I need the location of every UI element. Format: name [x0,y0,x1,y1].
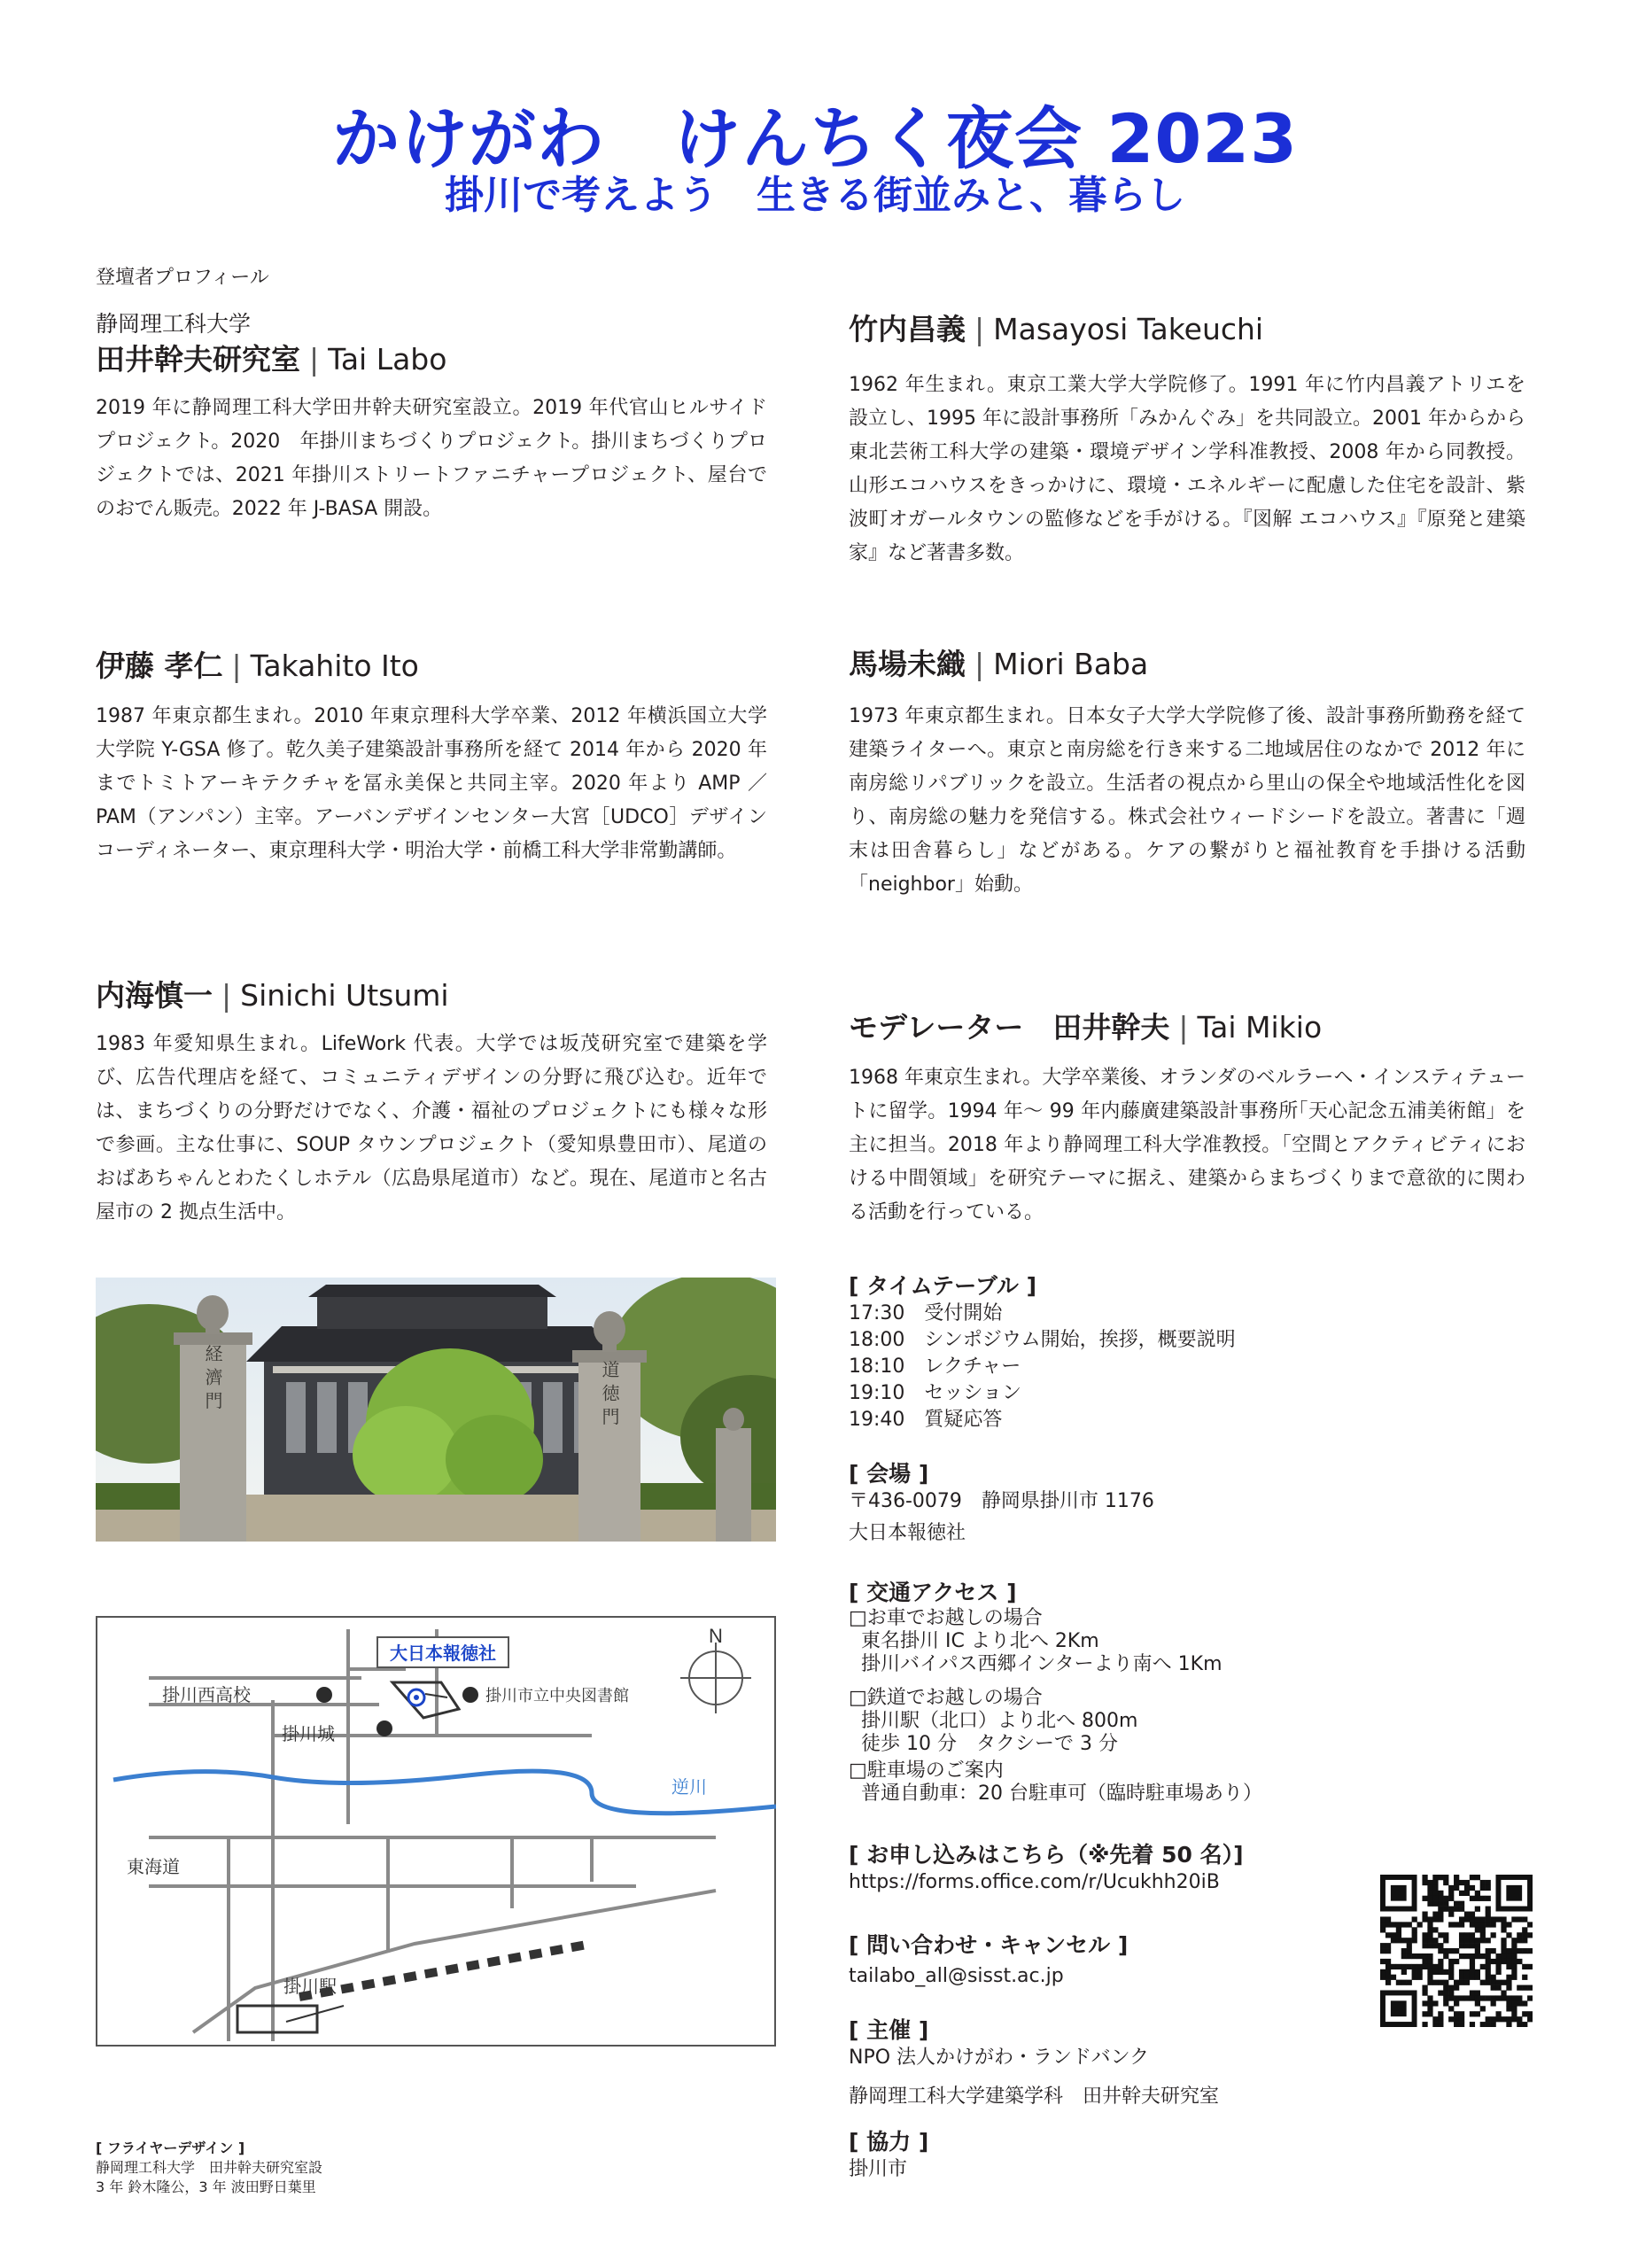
speaker-org: 静岡理工科大学 [96,311,252,337]
speaker-name-jp: 竹内昌義 [849,312,966,346]
apply-section [849,1837,1244,1896]
speaker-bio: 2019 年に静岡理工科大学田井幹夫研究室設立。2019 年代官山ヒルサイドプロジェクト。2020 年掛川まちづくりプロジェクト。掛川まちづくりプロジェクトでは、2021 年掛川ストリートファニチャープロジェクト、屋台でのおでん販売。2022 年 J-BASA 開設。 [96,397,767,520]
organizer-section [849,2013,1219,2110]
access-rail-line: 徒歩 10 分 タクシーで 3 分 [861,1733,1118,1755]
timetable-item: 19:10 セッション [849,1382,1021,1404]
pillar-left-inscription: 経 濟 門 [202,1344,223,1410]
speaker-name [96,973,449,1014]
credits-line: 3 年 鈴木隆公，3 年 波田野日葉里 [96,2179,316,2195]
qr-code[interactable] [1380,1875,1533,2027]
speaker-name-jp: 馬場未織 [849,647,966,681]
name-separator: | [974,647,985,681]
credits-heading: [ フライヤーデザイン ] [96,2140,245,2156]
speaker-name-jp: 田井幹夫研究室 [96,342,300,377]
cooperation-line: 掛川市 [849,2158,908,2180]
access-car-line: 東名掛川 IC より北へ 2Km [861,1630,1099,1652]
cooperation-heading: [ 協力 ] [849,2129,929,2155]
access-car-title: □お車でお越しの場合 [849,1607,1043,1629]
castle-label: 掛川城 [282,1725,335,1744]
speaker-name-en: Tai Labo [328,342,447,377]
speaker-name [96,643,419,685]
venue-photo-image [96,1278,776,1542]
road-label: 東海道 [127,1858,180,1877]
access-parking-title: □駐車場のご案内 [849,1759,1004,1782]
speaker-bio: 1968 年東京生まれ。大学卒業後、オランダのベルラーヘ・インスティテュートに留学。1994 年～ 99 年内藤廣建築設計事務所｢天心記念五浦美術館」を主に担当。2018 年より静岡理工科大学准教授。「空間とアクティビティにおける中間領域」を研究テーマに据え、建築からまちづくりまで意欲的に関わる活動を行っている。 [849,1067,1525,1223]
access-map [96,1616,776,2047]
castle-marker [376,1720,392,1736]
speaker-name [849,1005,1322,1046]
name-separator: | [309,342,320,377]
organizer-heading: [ 主催 ] [849,2017,929,2043]
speaker-name-en: Masayosi Takeuchi [993,312,1264,346]
organizer-line: 静岡理工科大学建築学科 田井幹夫研究室 [849,2085,1220,2108]
venue-label: 大日本報徳社 [390,1644,496,1664]
access-rail-line: 掛川駅（北口）より北へ 800m [861,1710,1138,1732]
access-car-line: 掛川バイパス西郷インターより南へ 1Km [861,1653,1222,1675]
venue-heading: [ 会場 ] [849,1461,929,1487]
poster-subtitle: 掛川で考えよう 生きる街並みと、暮らし [445,173,1185,218]
speaker-name [849,641,1148,683]
speaker-name [849,307,1263,348]
apply-url[interactable]: https://forms.office.com/r/Ucukhh20iB [849,1871,1220,1893]
name-separator: | [974,312,985,346]
pillar-right-inscription: 道 徳 門 [599,1360,620,1425]
library-label: 掛川市立中央図書館 [485,1687,629,1705]
qr-code-image [1380,1875,1533,2027]
speaker-bio: 1987 年東京都生まれ。2010 年東京理科大学卒業、2012 年横浜国立大学大学院 Y-GSA 修了。乾久美子建築設計事務所を経て 2014 年から 2020 年までトミトアーキテクチャを冨永美保と共同主宰。2020 年より AMP ／ PAM（アンパン）主宰。アーバンデザインセンター大宮［UDCO］デザインコーディネーター、東京理科大学・明治大学・前橋工科大学非常勤講師。 [96,705,767,862]
timetable-item: 19:40 質疑応答 [849,1409,1003,1431]
speaker-bio: 1962 年生まれ。東京工業大学大学院修了。1991 年に竹内昌義アトリエを設立し、1995 年に設計事務所「みかんぐみ」を共同設立。2001 年からから東北芸術工科大学の建築・環境デザイン学科准教授、2008 年から同教授。山形エコハウスをきっかけに、環境・エネルギーに配慮した住宅を設計、紫波町オガールタウンの監修などを手がける。『図解 エコハウス』『原発と建築家』など著書多数。 [849,374,1525,564]
speaker-name-jp: 伊藤 孝仁 [96,649,223,683]
speaker-name-en: Takahito Ito [250,649,419,683]
school-marker [316,1687,332,1703]
name-separator: | [231,649,242,683]
design-credits [96,2139,322,2197]
speaker-name [96,337,446,378]
station-label: 掛川駅 [283,1977,337,1997]
venue-address: 〒436-0079 静岡県掛川市 1176 [849,1490,1154,1512]
cooperation-section [849,2124,928,2183]
apply-heading: [ お申し込みはこちら（※先着 50 名）] [849,1842,1244,1868]
speaker-name-en: Tai Mikio [1197,1010,1323,1045]
school-label: 掛川西高校 [162,1686,251,1705]
speaker-bio: 1973 年東京都生まれ。日本女子大学大学院修了後、設計事務所勤務を経て建築ライターへ。東京と南房総を行き来する二地域居住のなかで 2012 年に南房総リパブリックを設立。生活者の視点から里山の保全や地域活性化を図り、南房総の魅力を発信する。株式会社ウィードシードを設立。著書に「週末は田舎暮らし」などがある。ケアの繋がりと福祉教育を手掛ける活動「neighbor」始動。 [849,705,1525,896]
contact-section [849,1928,1128,1990]
north-label: N [709,1625,723,1647]
timetable-item: 18:00 シンポジウム開始，挨拶，概要説明 [849,1329,1236,1351]
venue-name: 大日本報徳社 [849,1522,966,1544]
access-parking-line: 普通自動車：20 台駐車可（臨時駐車場あり） [861,1783,1262,1805]
speaker-name-en: Miori Baba [993,647,1149,681]
river-label: 逆川 [671,1778,707,1798]
access-map-svg [96,1616,776,2047]
venue-photo [96,1278,776,1542]
name-separator: | [221,978,232,1013]
speaker-name-jp: モデレーター 田井幹夫 [849,1010,1170,1045]
timetable-item: 18:10 レクチャー [849,1355,1021,1378]
contact-email[interactable]: tailabo_all@sisst.ac.jp [849,1965,1064,1987]
access-rail-title: □鉄道でお越しの場合 [849,1687,1043,1709]
access-heading: [ 交通アクセス ] [849,1580,1017,1605]
access-section [849,1575,1262,1806]
credits-line: 静岡理工科大学 田井幹夫研究室設 [96,2159,323,2176]
timetable-item: 17:30 受付開始 [849,1302,1003,1324]
library-marker [462,1687,478,1703]
speaker-name-jp: 内海慎一 [96,978,213,1013]
timetable-section [849,1269,1236,1433]
venue-section [849,1456,1154,1547]
organizer-line: NPO 法人かけがわ・ランドバンク [849,2047,1150,2069]
poster-title: かけがわ けんちく夜会 2023 [332,99,1298,178]
speaker-name-en: Sinichi Utsumi [240,978,449,1013]
name-separator: | [1178,1010,1189,1045]
speaker-bio: 1983 年愛知県生まれ。LifeWork 代表。大学では坂茂研究室で建築を学び、広告代理店を経て、コミュニティデザインの分野に飛び込む。近年では、まちづくりの分野だけでなく、介護・福祉のプロジェクトにも様々な形で参画。主な仕事に、SOUP タウンプロジェクト（愛知県豊田市）、尾道のおばあちゃんとわたくしホテル（広島県尾道市）など。現在、尾道市と名古屋市の 2 拠点生活中。 [96,1033,767,1223]
timetable-heading: [ タイムテーブル ] [849,1273,1037,1299]
profile-label: 登壇者プロフィール [96,267,269,289]
contact-heading: [ 問い合わせ・キャンセル ] [849,1932,1129,1958]
